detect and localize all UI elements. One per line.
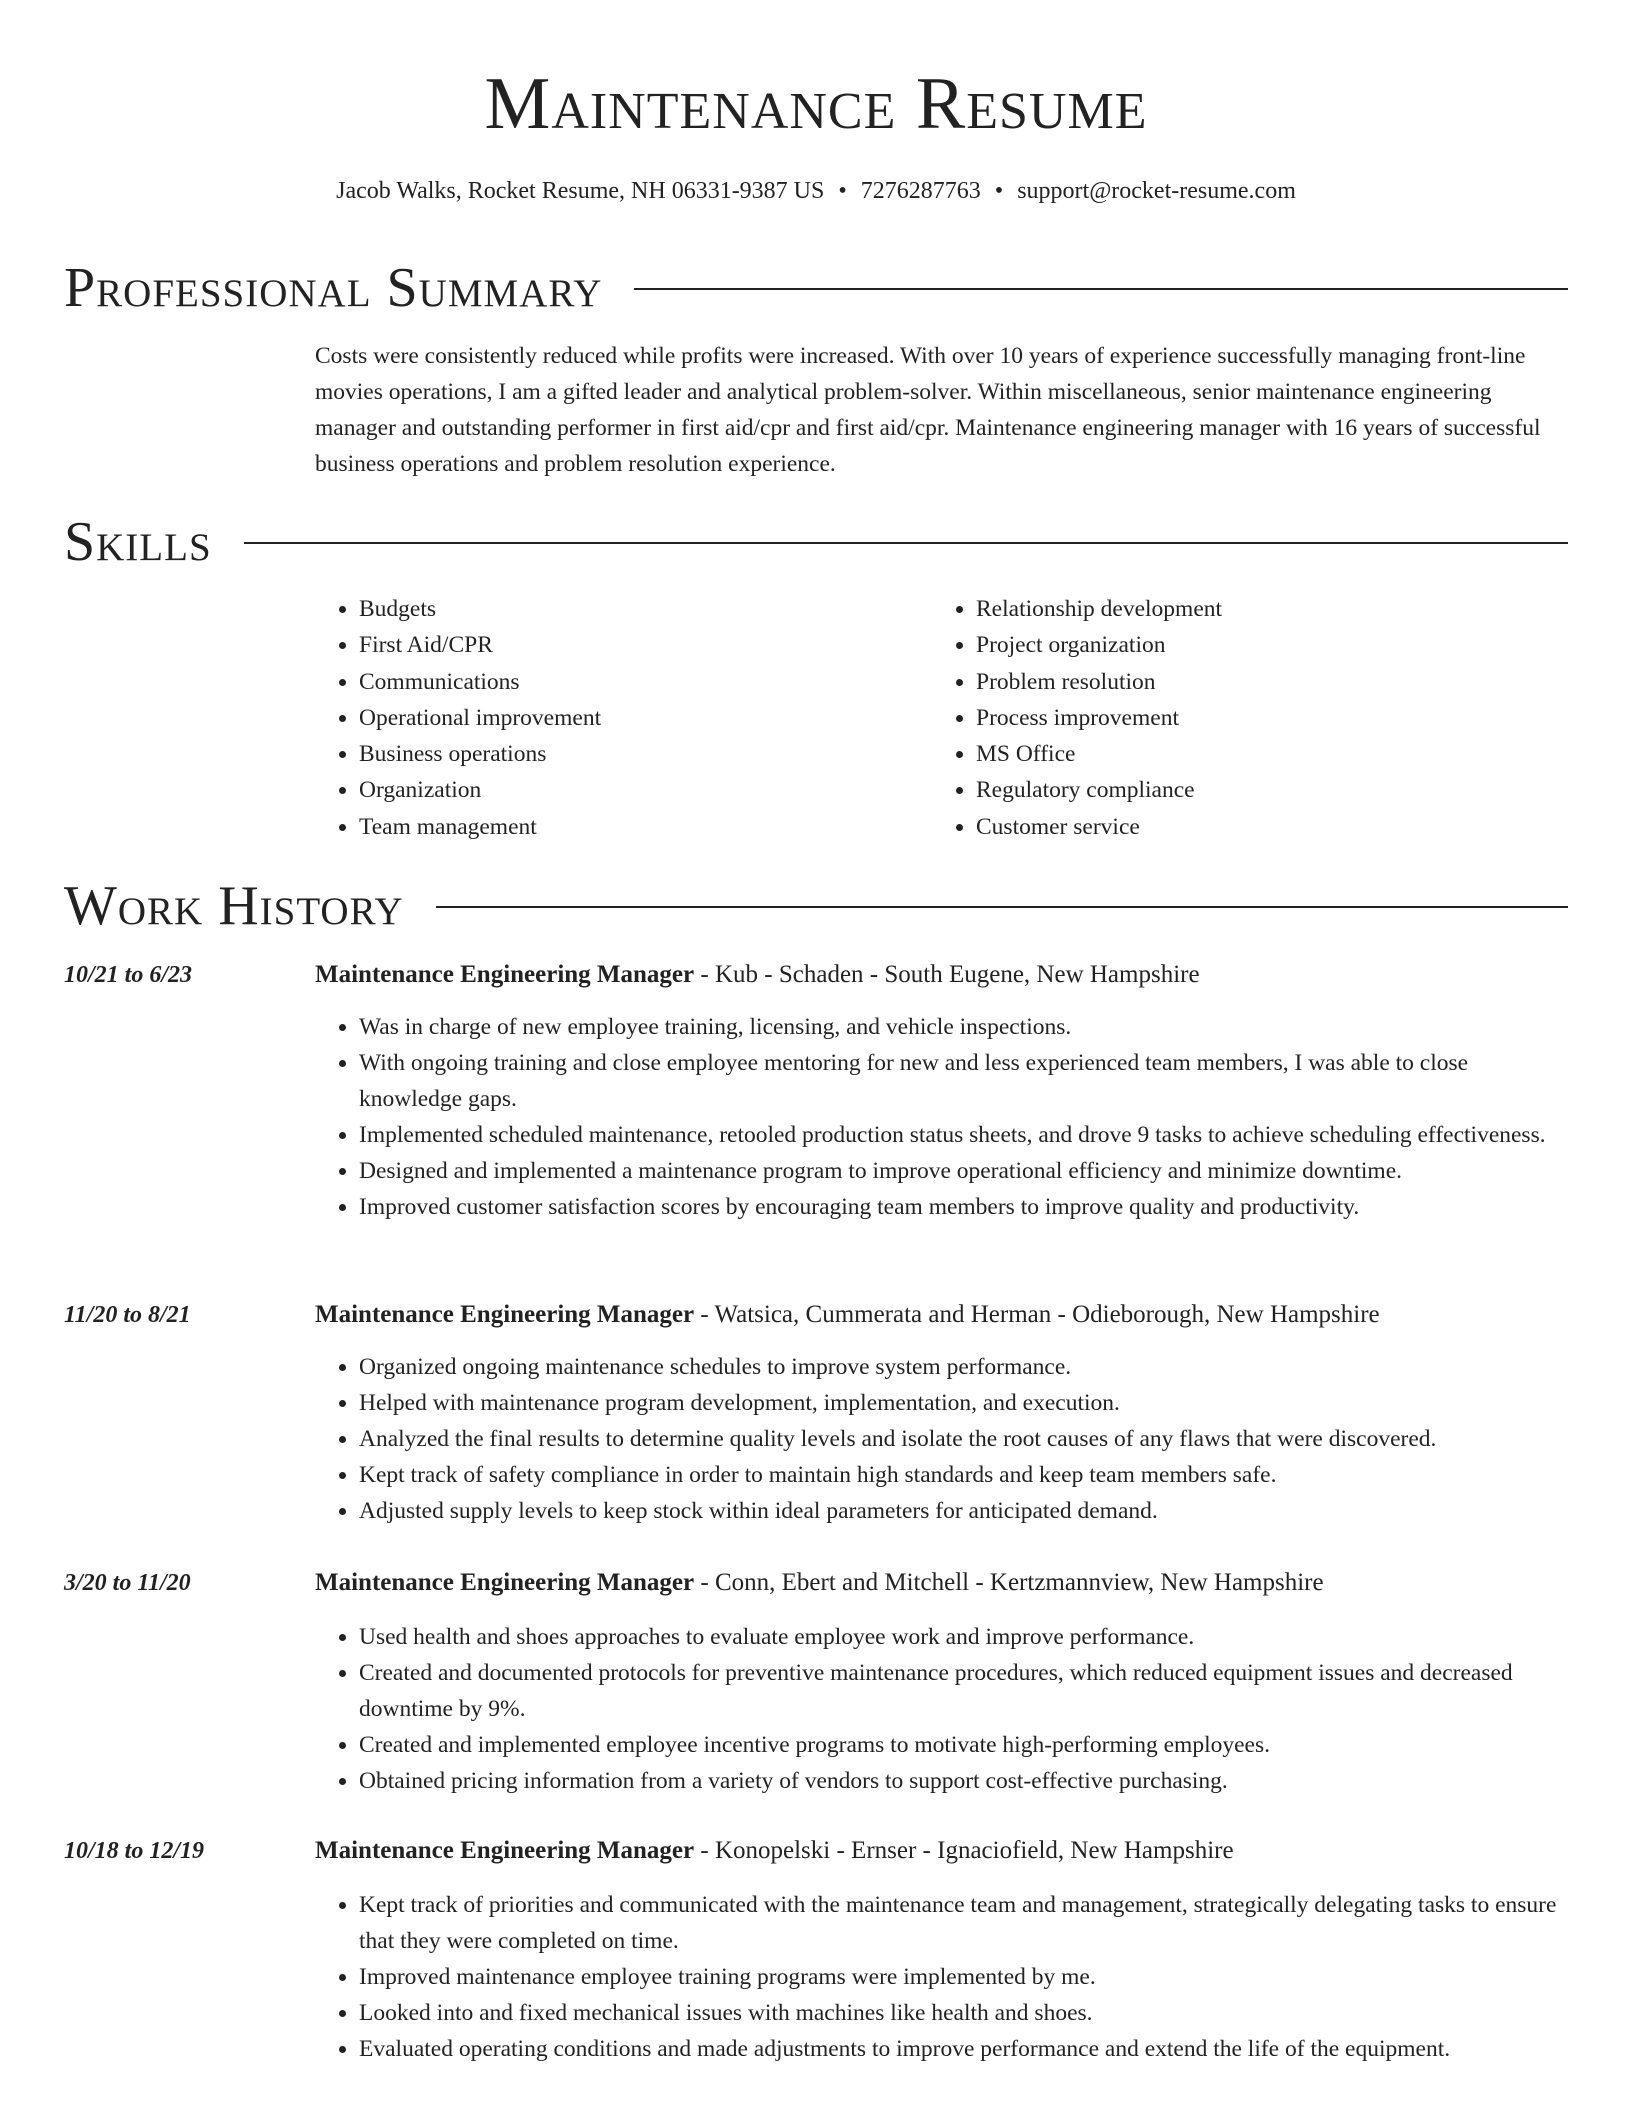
job-header (315, 957, 1200, 993)
job-bullet: • Created and implemented employee incentive programs to motivate high-performing employees. (359, 1727, 1568, 1763)
skills-column-right (932, 591, 1549, 845)
job-title: Maintenance Engineering Manager (315, 1301, 695, 1328)
job-bullet: • Adjusted supply levels to keep stock within ideal parameters for anticipated demand. (359, 1493, 1568, 1529)
skill-item: • Business operations (359, 736, 932, 772)
contact-line (0, 175, 1632, 207)
skill-item: • Process improvement (976, 700, 1549, 736)
skill-item: • Operational improvement (359, 700, 932, 736)
skill-item: • Communications (359, 664, 932, 700)
section-divider (436, 906, 1568, 908)
job-bullet: • Improved maintenance employee training programs were implemented by me. (359, 1959, 1568, 1995)
job-details: - Watsica, Cummerata and Herman - Odieborough, New Hampshire (694, 1301, 1380, 1328)
job-bullet: • Created and documented protocols for preventive maintenance procedures, which reduced equipment issues and decreased downtime by 9%. (359, 1655, 1568, 1727)
section-divider (244, 542, 1568, 544)
job-title: Maintenance Engineering Manager (315, 1837, 695, 1864)
contact-separator: • (838, 178, 847, 204)
skill-item: • First Aid/CPR (359, 627, 932, 663)
job-bullet: • Kept track of priorities and communicated with the maintenance team and management, strategically delegating tasks to ensure that they were completed on time. (359, 1887, 1568, 1959)
job-details: - Conn, Ebert and Mitchell - Kertzmannview, New Hampshire (694, 1569, 1324, 1596)
job-bullet: • Organized ongoing maintenance schedules to improve system performance. (359, 1349, 1568, 1385)
job-header (315, 1565, 1324, 1601)
skill-item: • Team management (359, 809, 932, 845)
skills-heading: Skills (64, 511, 212, 573)
skill-item: • Regulatory compliance (976, 772, 1549, 808)
skill-item: • MS Office (976, 736, 1549, 772)
job-bullets (315, 1887, 1568, 2067)
job-title: Maintenance Engineering Manager (315, 1569, 695, 1596)
job-bullet: • Analyzed the final results to determine quality levels and isolate the root causes of any flaws that were discovered. (359, 1421, 1568, 1457)
job-bullet: • Obtained pricing information from a variety of vendors to support cost-effective purchasing. (359, 1763, 1568, 1799)
job-bullet: • Evaluated operating conditions and made adjustments to improve performance and extend the life of the equipment. (359, 2031, 1568, 2067)
job-dates: 10/18 to 12/19 (64, 1838, 205, 1864)
skills-column-left (315, 591, 932, 845)
skill-item: • Problem resolution (976, 664, 1549, 700)
job-bullets (315, 1009, 1568, 1225)
skill-item: • Organization (359, 772, 932, 808)
skills-section-header (64, 510, 1568, 574)
job-bullet: • Looked into and fixed mechanical issues with machines like health and shoes. (359, 1995, 1568, 2031)
section-divider (634, 288, 1568, 290)
summary-section-header (64, 256, 1568, 320)
skill-item: • Budgets (359, 591, 932, 627)
skill-item: • Customer service (976, 809, 1549, 845)
summary-text: Costs were consistently reduced while profits were increased. With over 10 years of experience successfully managing front-line movies operations, I am a gifted leader and analytical problem-solver. Within miscellaneous, senior maintenance engineering manager and outstanding performer in first aid/cpr and first aid/cpr. Maintenance engineering manager with 16 years of successful business operations and problem resolution experience. (315, 343, 1541, 477)
resume-title: Maintenance Resume (484, 63, 1148, 145)
job-details: - Kub - Schaden - South Eugene, New Hampshire (694, 961, 1200, 988)
job-bullet: • Helped with maintenance program development, implementation, and execution. (359, 1385, 1568, 1421)
job-header (315, 1297, 1380, 1333)
contact-address: Jacob Walks, Rocket Resume, NH 06331-9387 US (336, 178, 825, 204)
job-bullet: • Implemented scheduled maintenance, retooled production status sheets, and drove 9 tasks to achieve scheduling effectiveness. (359, 1117, 1568, 1153)
job-bullet: • Was in charge of new employee training, licensing, and vehicle inspections. (359, 1009, 1568, 1045)
work-heading: Work History (64, 875, 404, 937)
skill-item: • Relationship development (976, 591, 1549, 627)
contact-separator: • (994, 178, 1004, 204)
job-header (315, 1833, 1234, 1869)
job-bullet: • Designed and implemented a maintenance program to improve operational efficiency and minimize downtime. (359, 1153, 1568, 1189)
job-details: - Konopelski - Ernser - Ignaciofield, New Hampshire (694, 1837, 1234, 1864)
job-title: Maintenance Engineering Manager (315, 961, 695, 988)
skills-list (315, 591, 1568, 845)
work-section-header (64, 874, 1568, 938)
job-bullet: • Used health and shoes approaches to evaluate employee work and improve performance. (359, 1619, 1568, 1655)
summary-heading: Professional Summary (64, 257, 603, 319)
job-bullets (315, 1619, 1568, 1799)
job-bullet: • Improved customer satisfaction scores by encouraging team members to improve quality and productivity. (359, 1189, 1568, 1225)
job-bullet: • With ongoing training and close employee mentoring for new and less experienced team members, I was able to close knowledge gaps. (359, 1045, 1568, 1117)
job-bullet: • Kept track of safety compliance in order to maintain high standards and keep team members safe. (359, 1457, 1568, 1493)
contact-phone: 7276287763 (860, 178, 981, 204)
job-dates: 3/20 to 11/20 (64, 1570, 191, 1596)
skill-item: • Project organization (976, 627, 1549, 663)
job-dates: 10/21 to 6/23 (64, 962, 193, 988)
job-bullets (315, 1349, 1568, 1529)
contact-email[interactable]: support@rocket-resume.com (1017, 178, 1296, 204)
job-dates: 11/20 to 8/21 (64, 1302, 191, 1328)
